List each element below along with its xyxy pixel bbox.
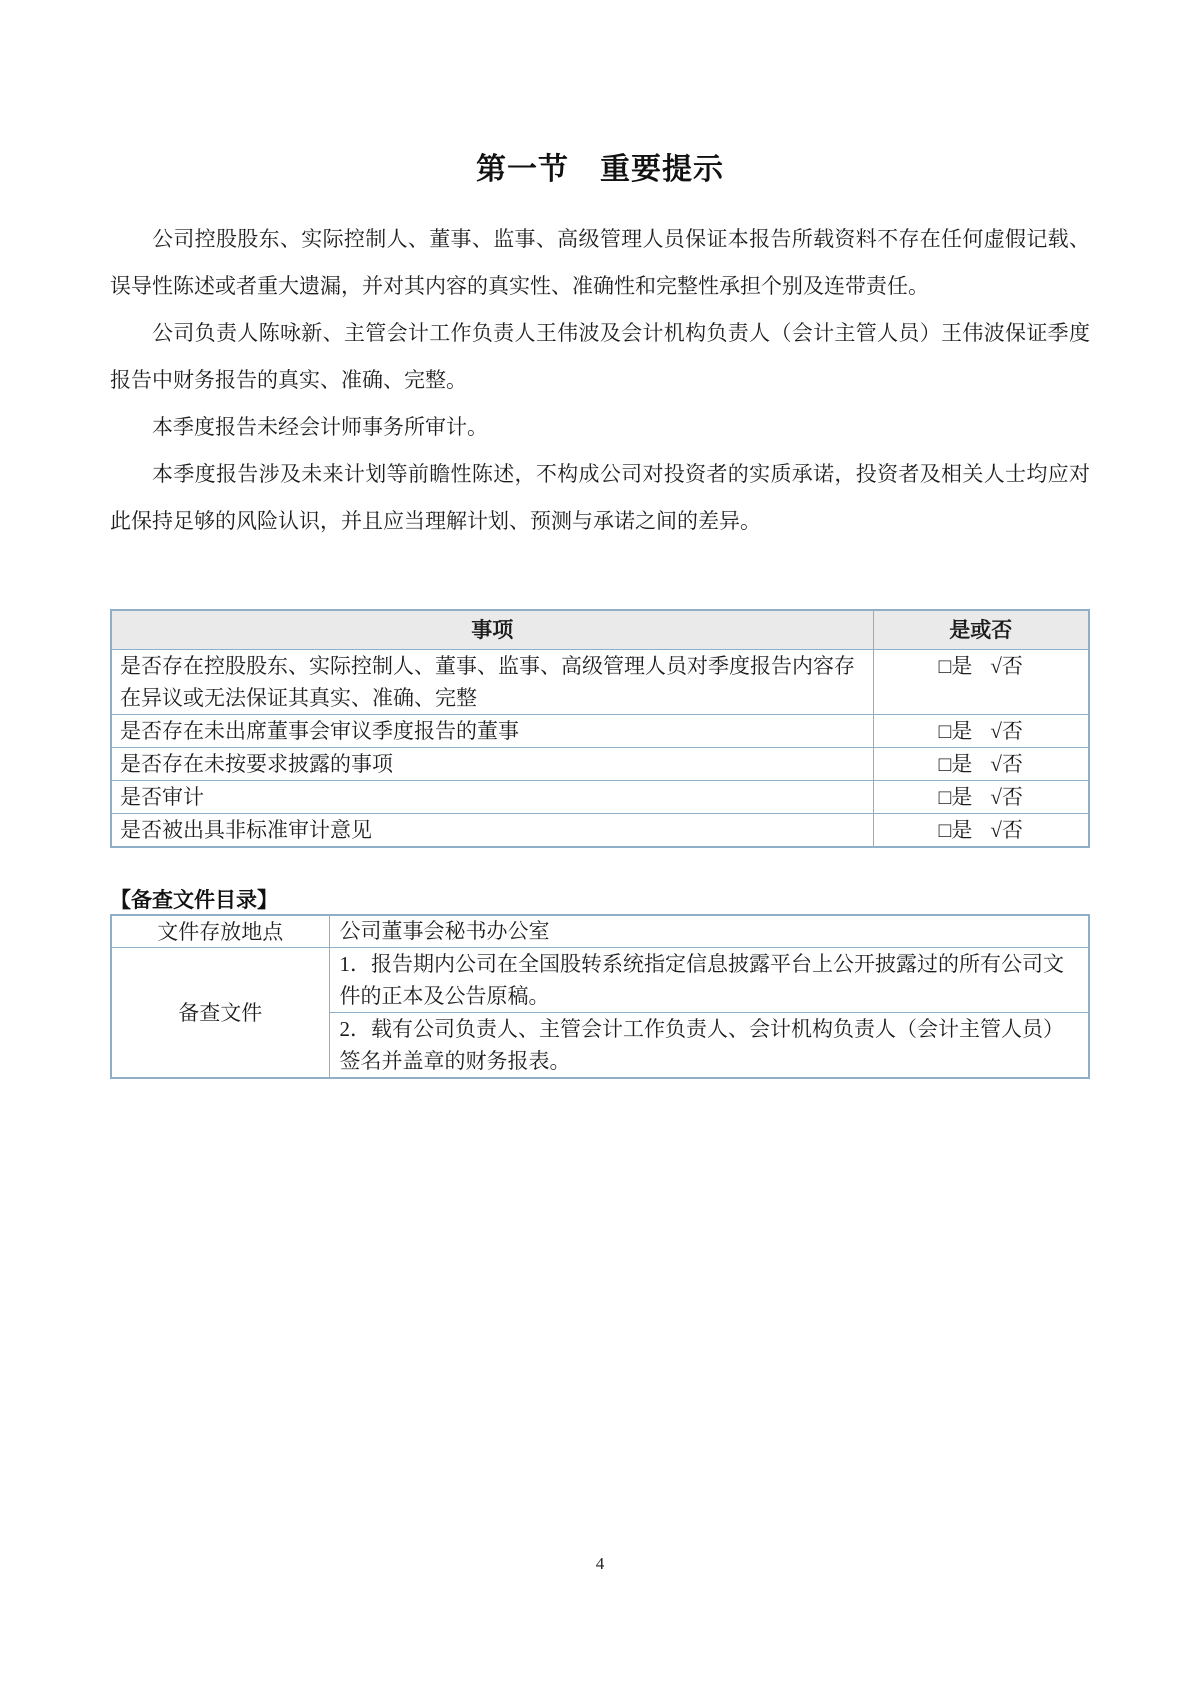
matter-item: 是否存在控股股东、实际控制人、董事、监事、高级管理人员对季度报告内容存在异议或无法保证其真实、准确、完整: [111, 650, 873, 715]
column-header-yes-or-no: 是或否: [873, 610, 1089, 650]
matters-yes-no-table: [110, 609, 1090, 848]
section-title: 第一节 重要提示: [476, 153, 724, 186]
checkbox-yes-unchecked: □是: [938, 785, 973, 809]
reference-doc-item: 2．载有公司负责人、主管会计工作负责人、会计机构负责人（会计主管人员）签名并盖章的财务报表。: [329, 1013, 1089, 1079]
matter-item: 是否存在未按要求披露的事项: [111, 748, 873, 781]
table-row: [111, 814, 1089, 848]
reference-doc-item: 1．报告期内公司在全国股转系统指定信息披露平台上公开披露过的所有公司文件的正本及公告原稿。: [329, 948, 1089, 1013]
paragraph-responsible-persons: 公司负责人陈咏新、主管会计工作负责人王伟波及会计机构负责人（会计主管人员）王伟波保证季度报告中财务报告的真实、准确、完整。: [110, 321, 1090, 392]
storage-location-value: 公司董事会秘书办公室: [329, 915, 1089, 948]
checkbox-yes-unchecked: □是: [938, 654, 973, 678]
answer-cell: [873, 748, 1089, 781]
paragraph-unaudited-note: 本季度报告未经会计师事务所审计。: [152, 415, 488, 439]
answer-cell: [873, 781, 1089, 814]
table-row: [111, 948, 1089, 1013]
table-row: [111, 715, 1089, 748]
table-header-row: [111, 610, 1089, 650]
reference-docs-heading: 【备查文件目录】: [110, 888, 278, 912]
checkmark-no: √否: [990, 719, 1023, 743]
paragraph-guarantee-statement: 公司控股股东、实际控制人、董事、监事、高级管理人员保证本报告所载资料不存在任何虚假记载、误导性陈述或者重大遗漏，并对其内容的真实性、准确性和完整性承担个别及连带责任。: [110, 227, 1090, 298]
reference-docs-label: 备查文件: [111, 948, 329, 1079]
table-row: [111, 915, 1089, 948]
storage-location-label: 文件存放地点: [111, 915, 329, 948]
page-number: 4: [595, 1554, 605, 1573]
table-row: [111, 781, 1089, 814]
checkmark-no: √否: [990, 818, 1023, 842]
paragraph-forward-looking-note: 本季度报告涉及未来计划等前瞻性陈述，不构成公司对投资者的实质承诺，投资者及相关人士均应对此保持足够的风险认识，并且应当理解计划、预测与承诺之间的差异。: [110, 462, 1090, 533]
checkmark-no: √否: [990, 654, 1023, 678]
answer-cell: [873, 715, 1089, 748]
checkmark-no: √否: [990, 752, 1023, 776]
intro-paragraphs: [110, 216, 1090, 545]
reference-docs-table: [110, 914, 1090, 1079]
column-header-item: 事项: [111, 610, 873, 650]
checkbox-yes-unchecked: □是: [938, 719, 973, 743]
answer-cell: [873, 650, 1089, 715]
table-row: [111, 650, 1089, 715]
matter-item: 是否存在未出席董事会审议季度报告的董事: [111, 715, 873, 748]
checkbox-yes-unchecked: □是: [938, 818, 973, 842]
matter-item: 是否被出具非标准审计意见: [111, 814, 873, 848]
checkmark-no: √否: [990, 785, 1023, 809]
answer-cell: [873, 814, 1089, 848]
matter-item: 是否审计: [111, 781, 873, 814]
checkbox-yes-unchecked: □是: [938, 752, 973, 776]
table-row: [111, 748, 1089, 781]
